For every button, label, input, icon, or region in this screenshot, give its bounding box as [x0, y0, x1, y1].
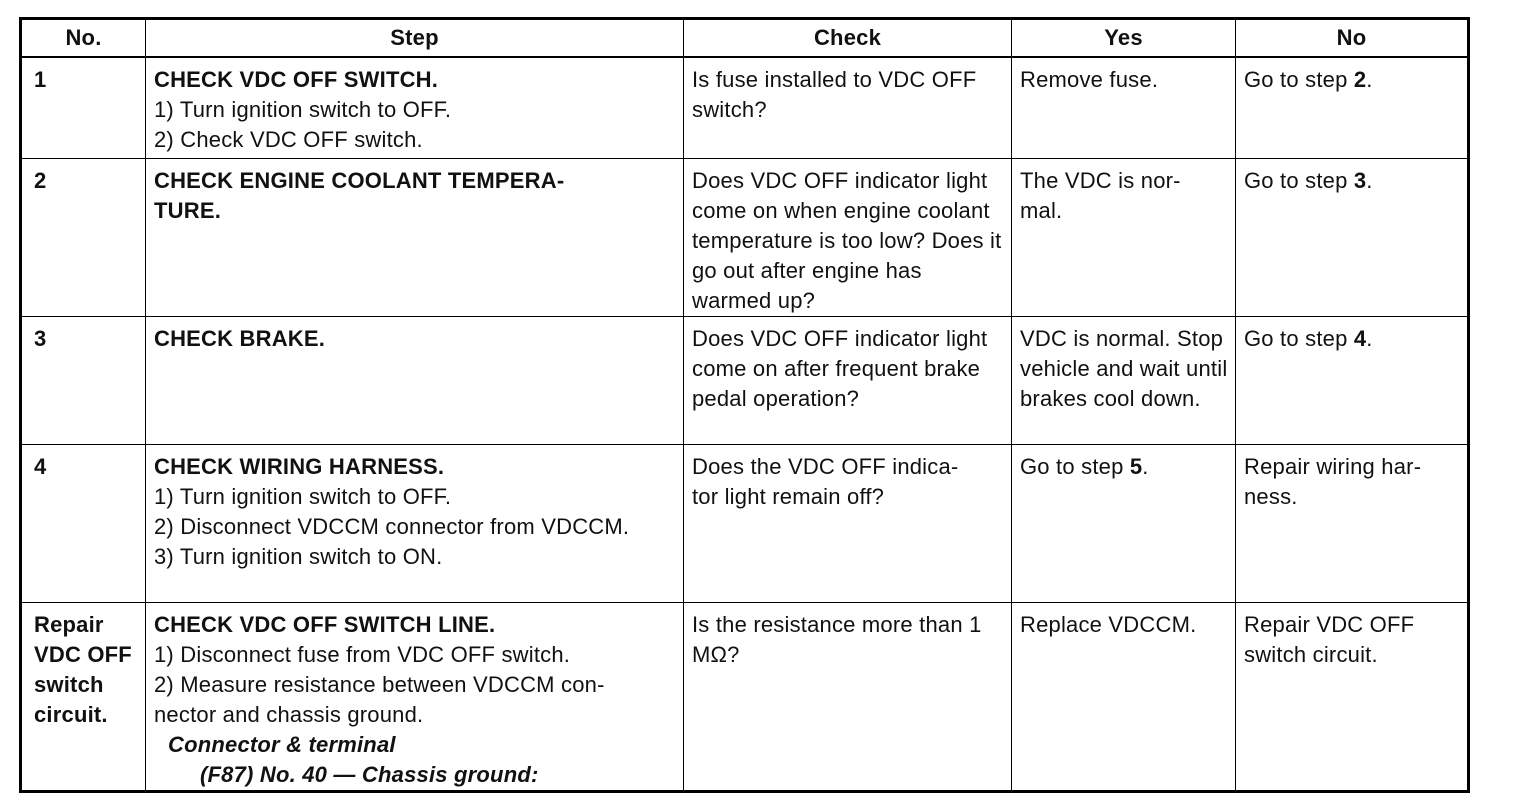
- no-text-suffix: .: [1366, 67, 1373, 92]
- step-number: 1: [21, 57, 146, 159]
- table-row: [21, 159, 1469, 317]
- header-no: No.: [21, 19, 146, 58]
- step-cell: [146, 159, 684, 317]
- yes-text-suffix: .: [1142, 454, 1149, 479]
- check-cell: Does VDC OFF indicator light come on after frequent brake pedal operation?: [684, 317, 1012, 445]
- connector-terminal-label: Connector & terminal: [168, 732, 396, 757]
- check-cell: Is the resistance more than 1 MΩ?: [684, 603, 1012, 792]
- header-yes: Yes: [1012, 19, 1236, 58]
- step-line: 2) Disconnect VDCCM connector from VDCCM.: [154, 514, 630, 539]
- step-line: nector and chassis ground.: [154, 702, 424, 727]
- step-line: 1) Disconnect fuse from VDC OFF switch.: [154, 642, 571, 667]
- no-text-suffix: .: [1366, 168, 1373, 193]
- step-title: CHECK VDC OFF SWITCH LINE.: [154, 612, 496, 637]
- step-title: CHECK WIRING HARNESS.: [154, 454, 445, 479]
- yes-cell: VDC is normal. Stop vehicle and wait until brakes cool down.: [1012, 317, 1236, 445]
- yes-step-ref: 5: [1129, 454, 1143, 479]
- yes-cell: Remove fuse.: [1012, 57, 1236, 159]
- yes-text: Go to step: [1020, 454, 1130, 479]
- step-number: 4: [21, 445, 146, 603]
- step-line: 2) Measure resistance between VDCCM con-: [154, 672, 605, 697]
- no-cell: [1236, 159, 1469, 317]
- header-step: Step: [146, 19, 684, 58]
- step-title: CHECK BRAKE.: [154, 326, 326, 351]
- header-check: Check: [684, 19, 1012, 58]
- step-cell: [146, 445, 684, 603]
- step-number: 3: [21, 317, 146, 445]
- step-line: 2) Check VDC OFF switch.: [154, 127, 423, 152]
- no-text: Go to step: [1244, 67, 1354, 92]
- no-cell: [1236, 317, 1469, 445]
- yes-cell: [1012, 445, 1236, 603]
- step-title-continued: TURE.: [154, 198, 221, 223]
- step-number: Repair VDC OFF switch circuit.: [21, 603, 146, 792]
- yes-cell: [1012, 159, 1236, 317]
- table-row: [21, 603, 1469, 792]
- step-title: CHECK VDC OFF SWITCH.: [154, 67, 439, 92]
- step-cell: [146, 603, 684, 792]
- no-step-ref: 2: [1353, 67, 1367, 92]
- header-no-result: No: [1236, 19, 1469, 58]
- no-cell: [1236, 445, 1469, 603]
- header-row: [21, 19, 1469, 58]
- no-cell: [1236, 57, 1469, 159]
- check-cell: Does VDC OFF indicator light come on when engine coolant temperature is too low? Does it go out after engine has warmed up?: [684, 159, 1012, 317]
- step-cell: [146, 317, 684, 445]
- table-row: [21, 317, 1469, 445]
- check-cell: [684, 445, 1012, 603]
- check-line: Does the VDC OFF indica-: [692, 454, 959, 479]
- step-number: 2: [21, 159, 146, 317]
- no-step-ref: 3: [1353, 168, 1367, 193]
- no-line: Repair wiring har-: [1244, 454, 1422, 479]
- step-title: CHECK ENGINE COOLANT TEMPERA-: [154, 168, 565, 193]
- diagnostic-table: [19, 17, 1470, 793]
- yes-line: mal.: [1020, 198, 1063, 223]
- yes-line: The VDC is nor-: [1020, 168, 1181, 193]
- connector-terminal-spec: (F87) No. 40 — Chassis ground:: [200, 762, 539, 787]
- step-line: 3) Turn ignition switch to ON.: [154, 544, 443, 569]
- no-text: Go to step: [1244, 326, 1354, 351]
- no-cell: Repair VDC OFF switch circuit.: [1236, 603, 1469, 792]
- no-text: Go to step: [1244, 168, 1354, 193]
- step-cell: [146, 57, 684, 159]
- table-row: [21, 57, 1469, 159]
- check-line: tor light remain off?: [692, 484, 885, 509]
- yes-cell: Replace VDCCM.: [1012, 603, 1236, 792]
- step-line: 1) Turn ignition switch to OFF.: [154, 97, 452, 122]
- no-step-ref: 4: [1353, 326, 1367, 351]
- no-line: ness.: [1244, 484, 1298, 509]
- step-line: 1) Turn ignition switch to OFF.: [154, 484, 452, 509]
- check-cell: Is fuse installed to VDC OFF switch?: [684, 57, 1012, 159]
- no-text-suffix: .: [1366, 326, 1373, 351]
- table-row: [21, 445, 1469, 603]
